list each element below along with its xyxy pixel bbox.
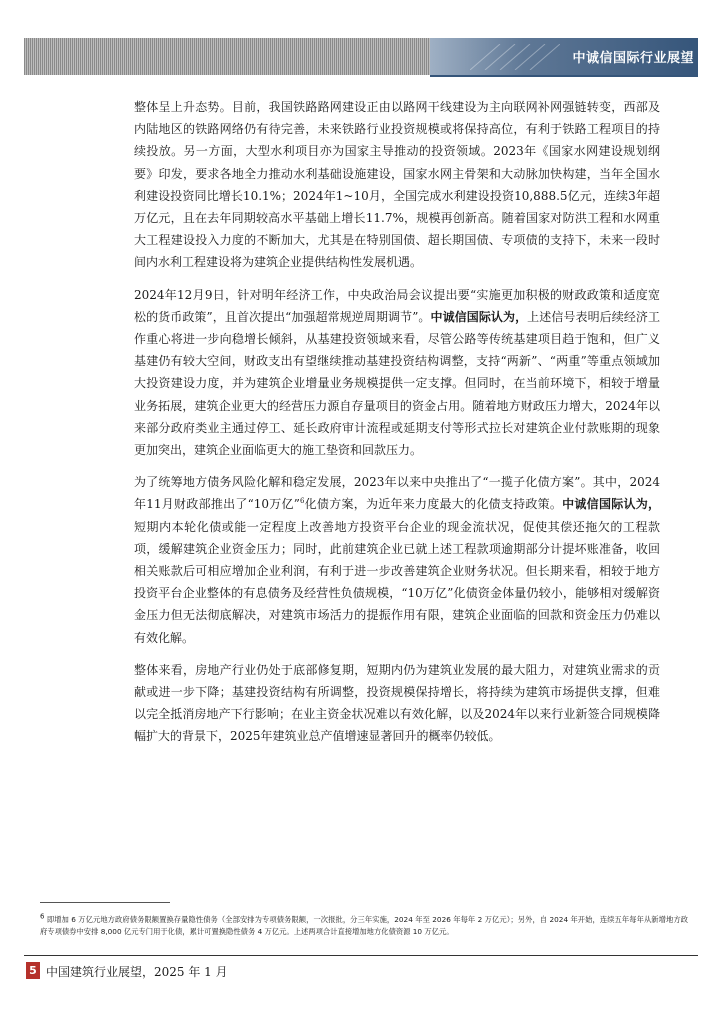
footnote-marker: 6 bbox=[40, 912, 45, 921]
footnote-reference[interactable]: 6 bbox=[299, 497, 305, 506]
paragraph-2-intro: 2024年12月9日，针对明年经济工作，中央政治局会议提出要“实施更加积极的财政政策和适度宽松的货币政策”，且首次提出“加强超常规逆周期调节”。 bbox=[134, 287, 660, 324]
paragraph-3-mid: 化债方案，为近年来力度最大的化债支持政策。 bbox=[304, 497, 563, 512]
paragraph-2 bbox=[134, 284, 660, 462]
header-title: 中诚信国际行业展望 bbox=[572, 51, 694, 66]
footnote-divider bbox=[40, 902, 170, 903]
paragraph-4: 整体来看，房地产行业仍处于底部修复期，短期内仍为建筑业发展的最大阻力，对建筑业需求的贡献或进一步下降；基建投资结构有所调整，投资规模保持增长，将持续为建筑市场提供支撑，但难以完全抵消房地产下行影响；在业主资金状况难以有效化解，以及2024年以来行业新签合同规模降幅扩大的背景下，2025年建筑业总产值增速显著回升的概率仍较低。 bbox=[134, 662, 660, 744]
page-number-badge: 5 bbox=[26, 962, 40, 979]
main-content bbox=[134, 96, 660, 758]
paragraph-3-body: 短期内本轮化债或能一定程度上改善地方投资平台企业的现金流状况，促使其偿还拖欠的工程款项，缓解建筑企业资金压力；同时，此前建筑企业已就上述工程款项逾期部分计提坏账准备，收回相关账款后可相应增加企业利润，有利于进一步改善建筑企业财务状况。但长期来看，相较于地方投资平台企业整体的有息债务及经营性负债规模，“10万亿”化债资金体量仍较小，能够相对缓解资金压力但无法彻底解决，对建筑市场活力的提振作用有限，建筑企业面临的回款和资金压力仍难以有效化解。 bbox=[134, 519, 660, 645]
footer-text: 中国建筑行业展望，2025 年 1 月 bbox=[46, 965, 228, 979]
paragraph-3-intro: 为了统筹地方债务风险化解和稳定发展，2023年以来中央推出了“一揽子化债方案”。其中，2024年11月财政部推出了“10万亿” bbox=[134, 475, 660, 512]
header-decoration-graphic bbox=[470, 44, 560, 70]
paragraph-3 bbox=[134, 471, 660, 649]
paragraph-2-body: 上述信号表明后续经济工作重心将进一步向稳增长倾斜，从基建投资领域来看，尽管公路等传统基建项目趋于饱和，但广义基建仍有较大空间，财政支出有望继续推动基建投资结构调整，支持“两新”、“两重”等重点领域加大投资建设力度，并为建筑企业增量业务规模提供一定支撑。但同时，在当前环境下，相较于增量业务拓展，建筑企业更大的经营压力源自存量项目的资金占用。随着地方财政压力增大，2024年以来部分政府类业主通过停工、延长政府审计流程或延期支付等形式拉长对建筑企业付款账期的现象更加突出，建筑企业面临更大的施工垫资和回款压力。 bbox=[134, 309, 660, 458]
footnote bbox=[40, 914, 688, 937]
footer-divider bbox=[24, 955, 698, 956]
paragraph-3-emphasis: 中诚信国际认为， bbox=[562, 497, 660, 512]
paragraph-2-emphasis: 中诚信国际认为， bbox=[430, 309, 528, 324]
footnote-text: 即增加 6 万亿元地方政府债务限额置换存量隐性债务（全部安排为专项债务限额，一次报批，分三年实施，2024 年至 2026 年每年 2 万亿元）；另外，自 2024 年开始，连续五年每年从新增地方政府专项债券中安排 8,000 亿元专门用于化债，累计可置换隐性债务 4 万亿元。上述两项合计直接增加地方化债资源 10 万亿元。 bbox=[40, 915, 688, 936]
header-rule bbox=[430, 75, 698, 77]
paragraph-1: 整体呈上升态势。目前，我国铁路路网建设正由以路网干线建设为主向联网补网强链转变，西部及内陆地区的铁路网络仍有待完善，未来铁路行业投资规模或将保持高位，有利于铁路工程项目的持续投放。另一方面，大型水利项目亦为国家主导推动的投资领域。2023年《国家水网建设规划纲要》印发，要求各地全力推动水利基础设施建设，国家水网主骨架和大动脉加快构建，当年全国水利建设投资同比增长10.1%；2024年1~10月，全国完成水利建设投资10,888.5亿元，连续3年超万亿元，且在去年同期较高水平基础上增长11.7%，规模再创新高。随着国家对防洪工程和水网重大工程建设投入力度的不断加大，尤其是在特别国债、超长期国债、专项债的支持下，未来一段时间内水利工程建设将为建筑企业提供结构性发展机遇。 bbox=[134, 100, 660, 270]
